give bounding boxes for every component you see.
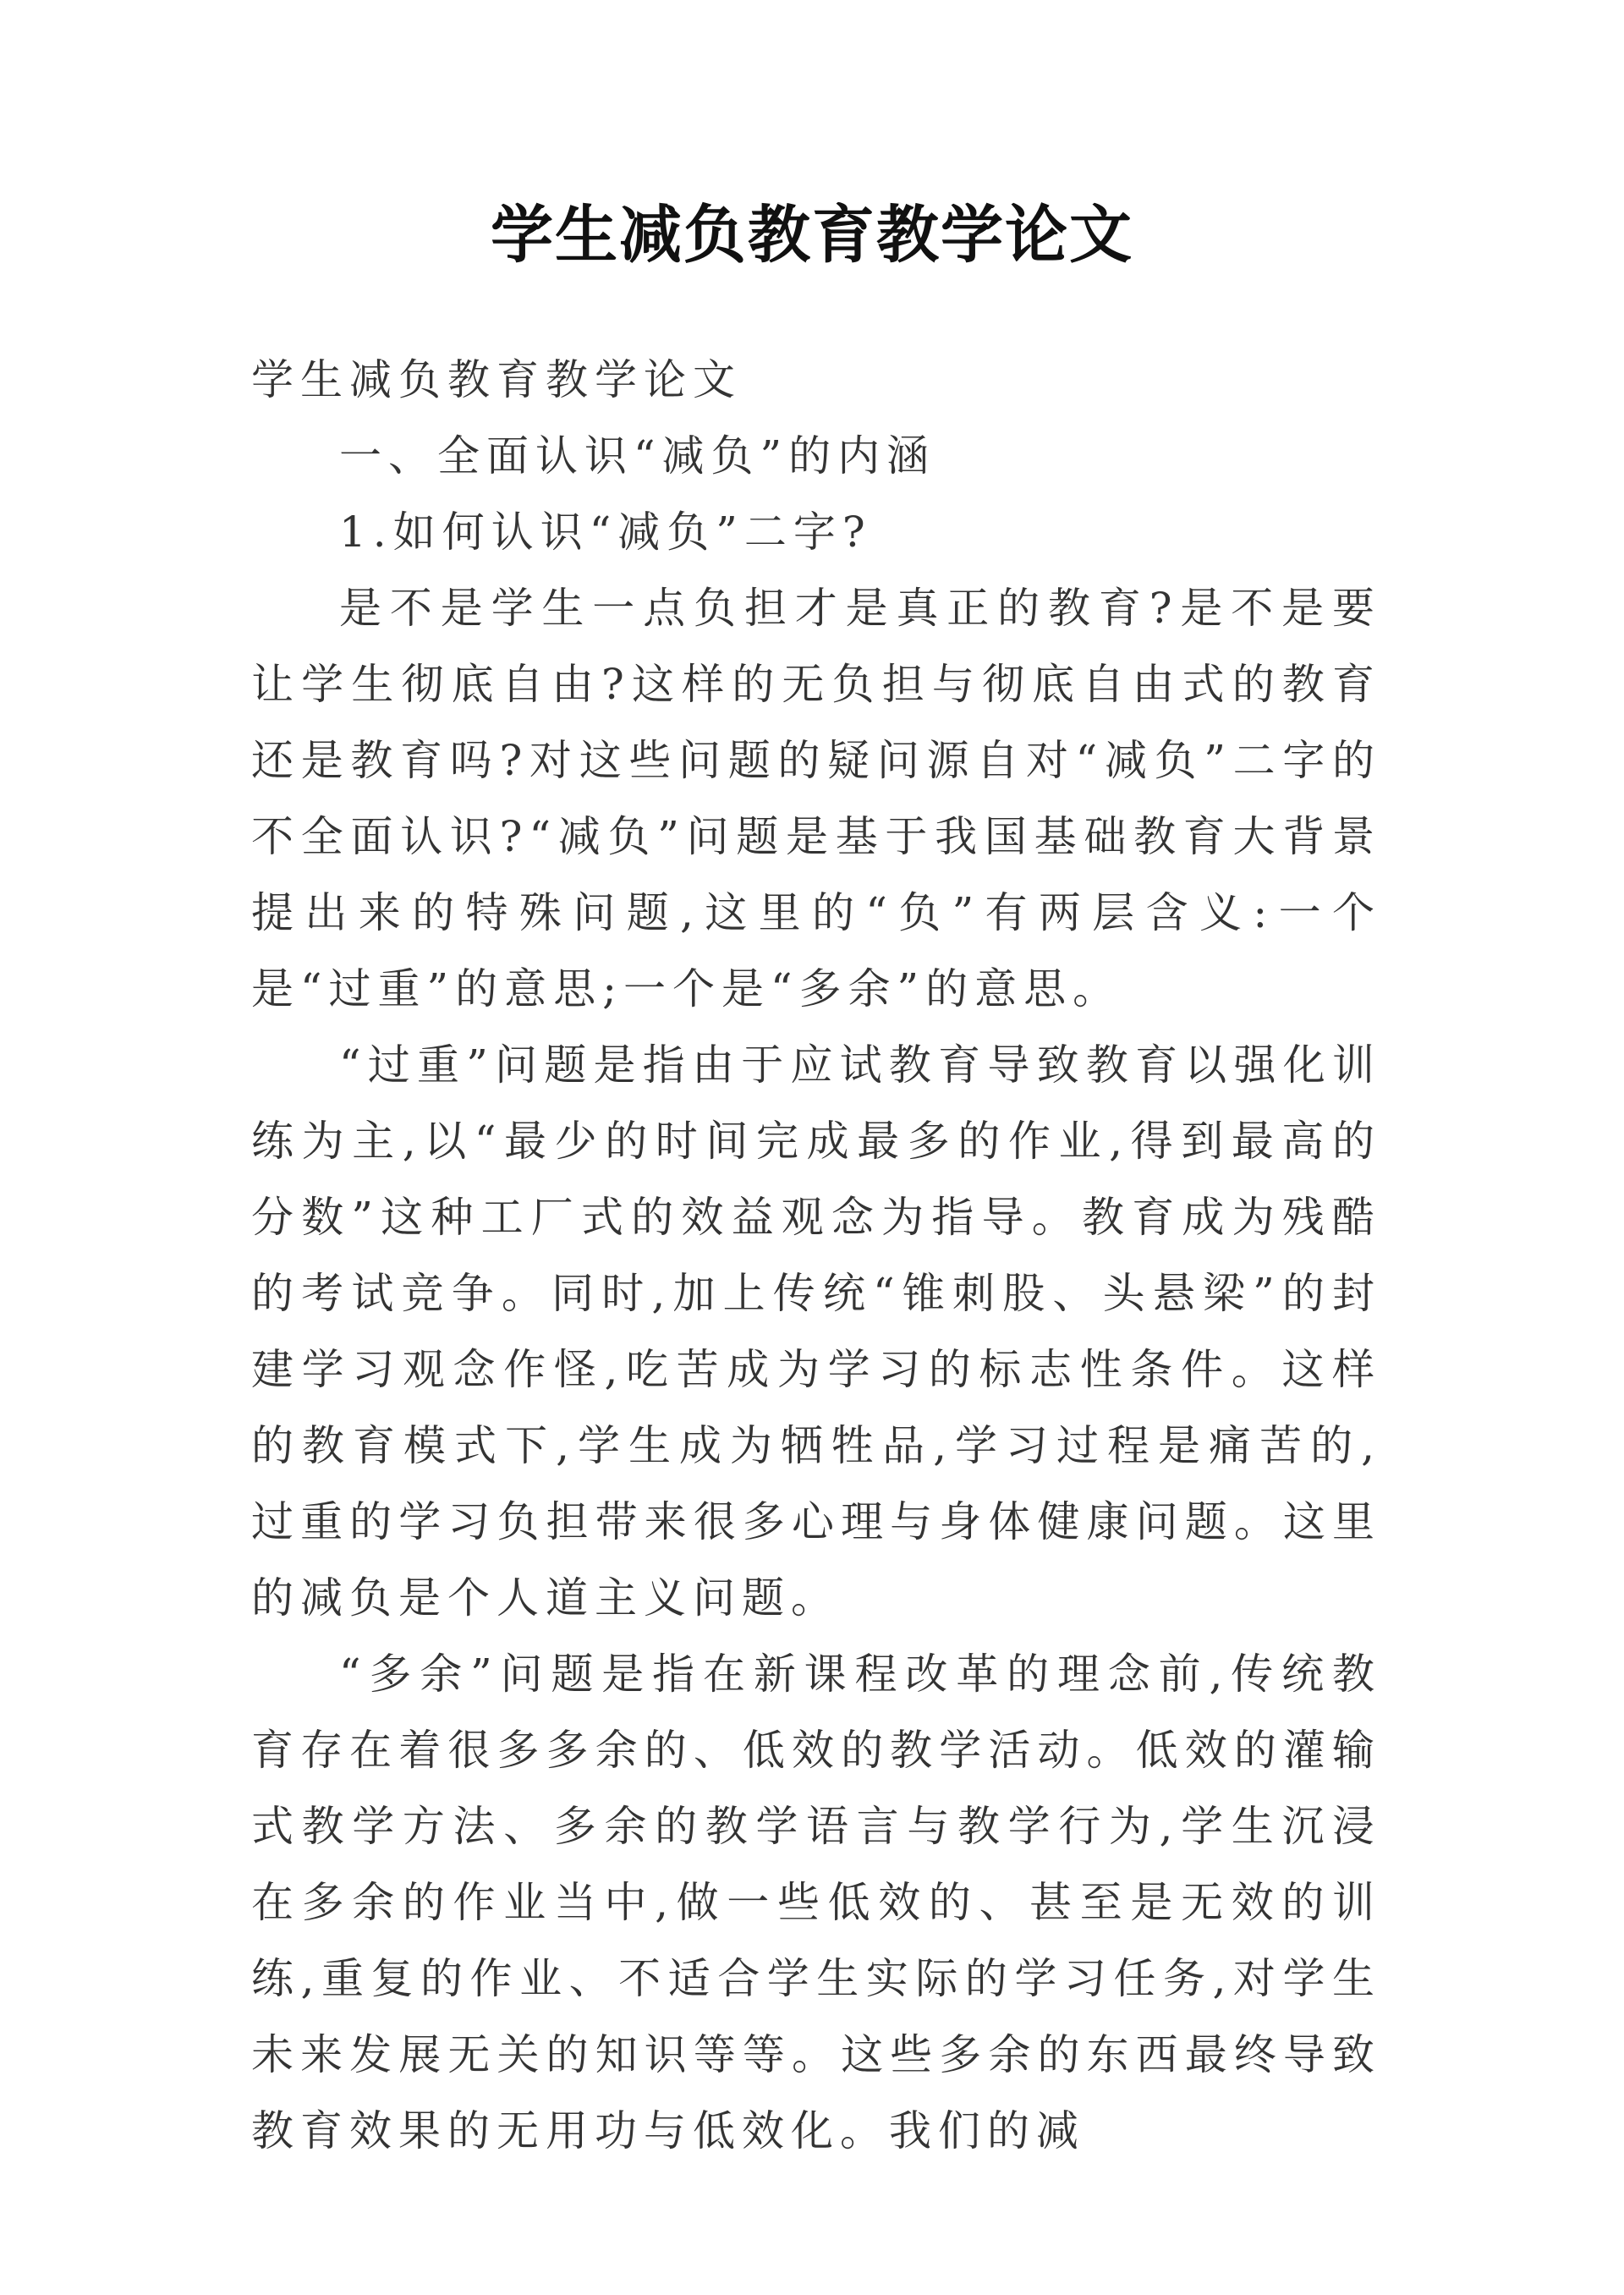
- document-title: 学生减负教育教学论文: [491, 199, 1133, 272]
- body-paragraph: “过重”问题是指由于应试教育导致教育以强化训练为主,以“最少的时间完成最多的作业,得到最高的分数”这种工厂式的效益观念为指导。教育成为残酷的考试竞争。同时,加上传统“锥刺股、头悬梁”的封建学习观念作怪,吃苦成为学习的标志性条件。这样的教育模式下,学生成为牺牲品,学习过程是痛苦的,过重的学习负担带来很多心理与身体健康问题。这里的减负是个人道主义问题。: [251, 1040, 1381, 1622]
- subsection-heading: 1.如何认识“减负”二字?: [339, 508, 872, 557]
- body-paragraph: “多余”问题是指在新课程改革的理念前,传统教育存在着很多多余的、低效的教学活动。低效的灌输式教学方法、多余的教学语言与教学行为,学生沉浸在多余的作业当中,做一些低效的、甚至是无效的训练,重复的作业、不适合学生实际的学习任务,对学生未来发展无关的知识等等。这些多余的东西最终导致教育效果的无用功与低效化。我们的减: [251, 1650, 1381, 2155]
- document-body: [251, 342, 1381, 2169]
- section-heading: 一、全面认识“减负”的内涵: [339, 431, 936, 480]
- document-subtitle: 学生减负教育教学论文: [251, 355, 742, 404]
- body-paragraph: 是不是学生一点负担才是真正的教育?是不是要让学生彻底自由?这样的无负担与彻底自由式的教育还是教育吗?对这些问题的疑问源自对“减负”二字的不全面认识?“减负”问题是基于我国基础教育大背景提出来的特殊问题,这里的“负”有两层含义:一个是“过重”的意思;一个是“多余”的意思。: [251, 584, 1381, 1013]
